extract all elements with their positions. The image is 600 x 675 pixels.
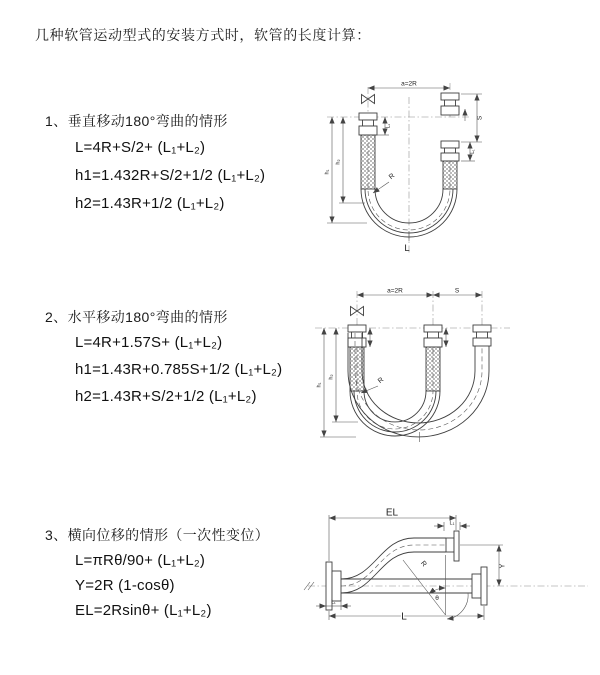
h2-label: h₂ [328,374,335,380]
el-label: EL [385,507,399,519]
r-label: R [387,172,397,182]
flange-fitting-right-upper [441,93,459,115]
dim-width-label: a=2R [387,287,403,295]
h1-label: h₁ [324,169,331,175]
formula-y: Y=2R (1-cosθ) [75,577,175,594]
dim-length [329,606,484,623]
h1-label: h₁ [316,382,323,388]
diagram-vertical-180-bend [315,77,525,255]
l-label: L [401,611,407,623]
angle-construction [403,555,468,619]
formula-h1: h1=1.43R+0.785S+1/2 (L₁+L₂) [75,361,283,378]
l1-label: L₁ [470,149,476,154]
page-title: 几种软管运动型式的安装方式时，软管的长度计算： [35,27,371,43]
section-2-heading: 2、水平移动180°弯曲的情形 [45,309,228,325]
theta-label: θ [435,595,439,602]
flange-fitting-right-mid [472,567,487,605]
swoop-arrow [447,593,468,619]
h2-label: h₂ [335,159,342,165]
r-label: R [376,376,386,386]
diagram-lateral-displacement [300,505,595,655]
dim-fitting-left [377,117,392,135]
flange-fitting-right [473,325,491,346]
flange-fitting-right-lower [441,141,459,161]
centerlines [315,291,510,358]
radius-callout [361,377,385,393]
flange-fitting-top-right [446,531,459,561]
formula-h2: h2=1.43R+1/2 (L₁+L₂) [75,195,225,212]
section-1-heading: 1、垂直移动180°弯曲的情形 [45,113,228,129]
dim-fitting-top [434,521,470,532]
s-label: S [476,115,484,121]
diagram-horizontal-180-bend [310,283,520,460]
dim-fitting-left [316,597,351,610]
dim-fitting-right [461,142,476,161]
dim-el [329,508,456,562]
formula-l: L=4R+S/2+ (L₁+L₂) [75,139,206,156]
formula-l: L=πRθ/90+ (L₁+L₂) [75,552,206,569]
hose-u-bend-displaced [348,333,489,437]
dim-width-label: a=2R [401,80,417,88]
section-3-heading: 3、横向位移的情形（一次性变位） [45,527,270,543]
l1-label: L₁ [385,123,392,129]
formula-l: L=4R+1.57S+ (L₁+L₂) [75,334,223,351]
formula-h2: h2=1.43R+S/2+1/2 (L₁+L₂) [75,388,257,405]
y-label: Y [499,563,507,569]
radius-callout [373,173,396,193]
r-label: R [418,559,428,569]
flange-fitting-left [359,113,377,135]
flange-fitting-middle [424,325,442,347]
l-label: L [404,243,410,254]
l1-label: L₁ [331,599,336,606]
flange-fitting-left [348,325,366,347]
dim-travel-label: S [454,287,460,295]
l1-label: L₁ [449,520,455,527]
dim-travel-s [461,94,484,142]
hose-s-curve [341,538,446,593]
formula-el: EL=2Rsinθ+ (L₁+L₂) [75,602,212,619]
formula-h1: h1=1.432R+S/2+1/2 (L₁+L₂) [75,167,266,184]
